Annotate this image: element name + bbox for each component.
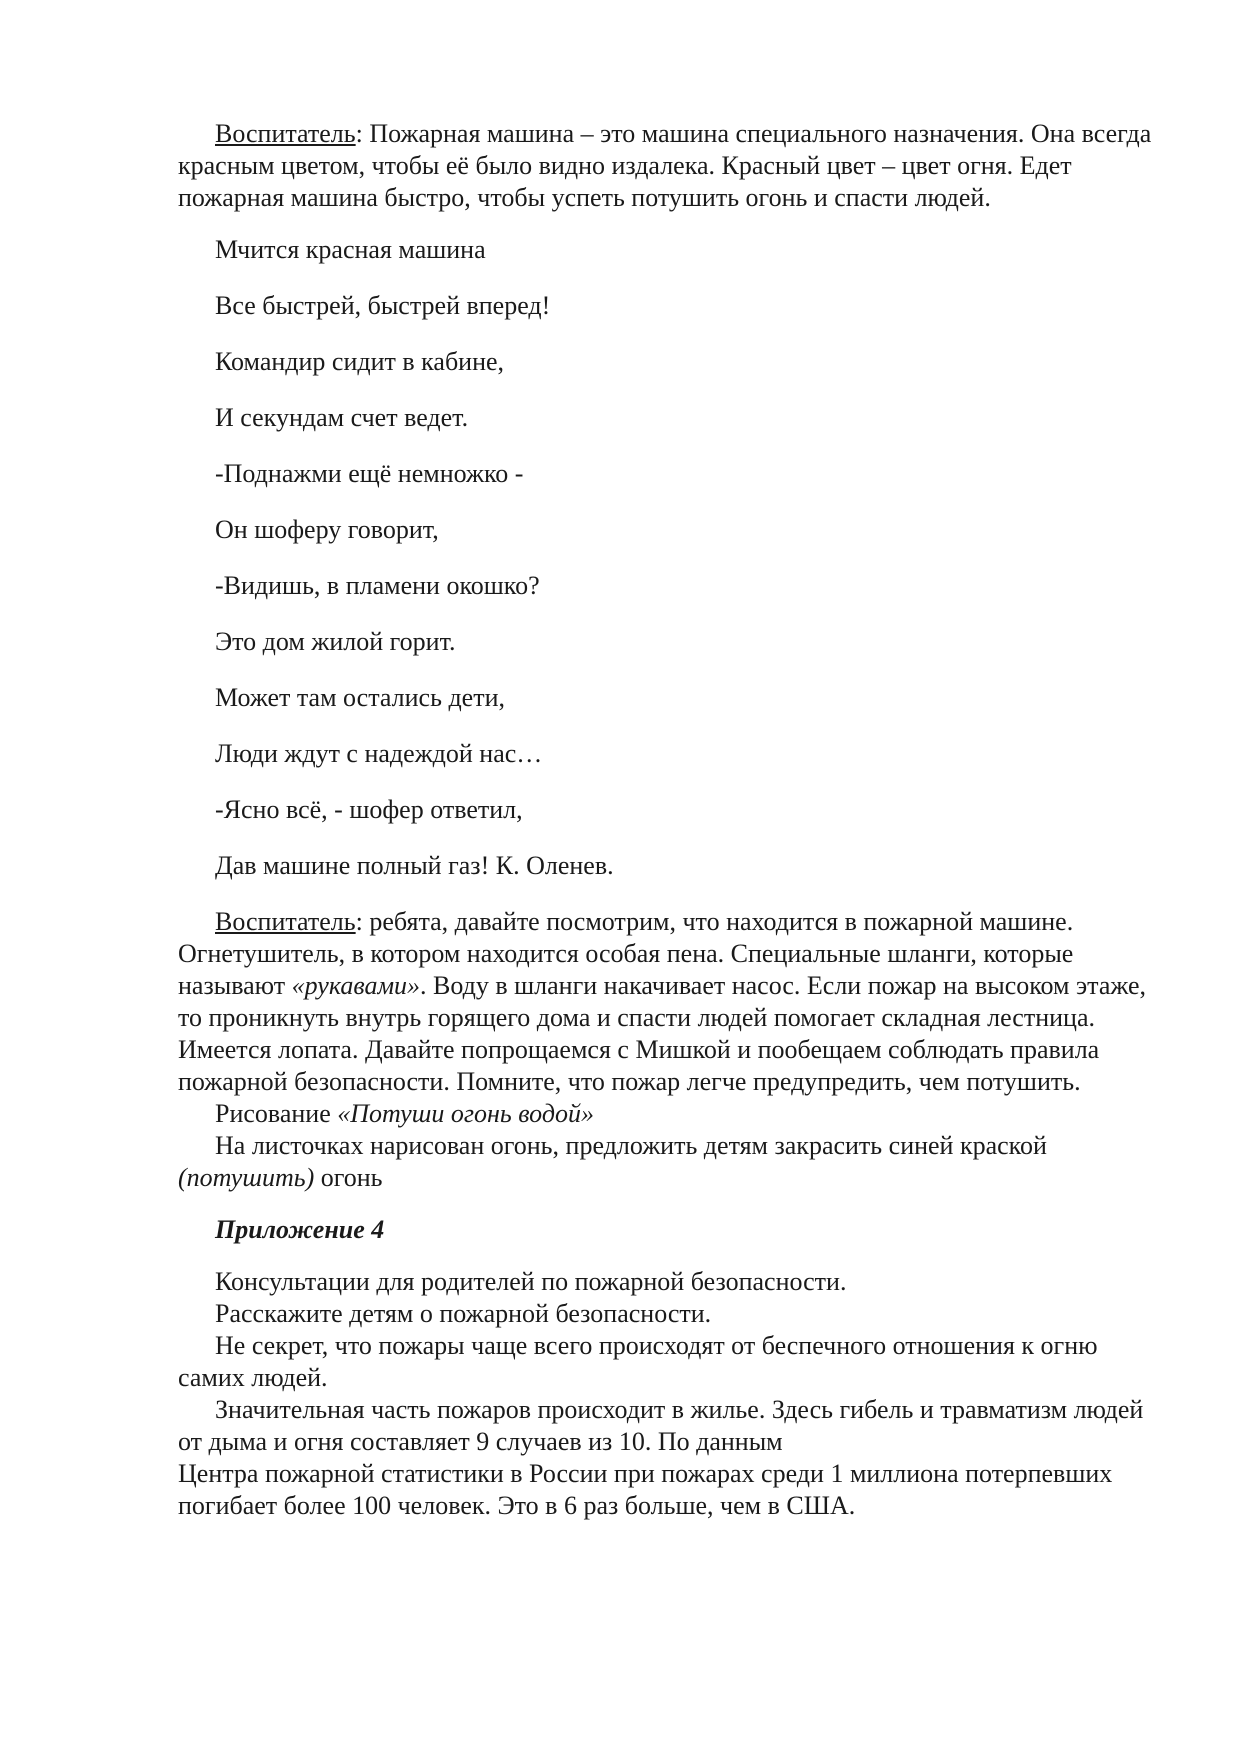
poem-line: Командир сидит в кабине, bbox=[215, 347, 505, 376]
stats-paragraph: Значительная часть пожаров происходит в жилье. Здесь гибель и травматизм людей от дыма и огня составляет 9 случаев из 10. По данным bbox=[178, 1395, 1144, 1456]
poem-line: Он шоферу говорит, bbox=[215, 515, 439, 544]
poem-line: Все быстрей, быстрей вперед! bbox=[215, 291, 551, 320]
explanation-paragraph bbox=[178, 906, 1158, 1098]
explanation-text: . Воду в шланги накачивает насос. Если пожар на высоком этаже, то проникнуть внутрь горящего дома и спасти людей помогает складная лестница. Имеется лопата. Давайте попрощаемся с Мишкой и пообещаем соблюдать правила пожарной безопасности. Помните, что пожар легче предупредить, чем потушить. bbox=[178, 971, 1147, 1096]
intro-text: : Пожарная машина – это машина специального назначения. Она всегда красным цветом, чтобы её было видно издалека. Красный цвет – цвет огня. Едет пожарная машина быстро, чтобы успеть потушить огонь и спасти людей. bbox=[178, 119, 1152, 212]
drawing-title: «Потуши огонь водой» bbox=[337, 1099, 594, 1128]
explanation-text: : ребята, давайте посмотрим, что находится в пожарной машине. Огнетушитель, в котором находится особая пена. Специальные шланги, которые называют bbox=[178, 907, 1074, 1000]
poem-line: Дав машине полный газ! К. Оленев. bbox=[215, 851, 614, 880]
poem-line: Это дом жилой горит. bbox=[215, 627, 456, 656]
poem-line: Люди ждут с надеждой нас… bbox=[215, 739, 543, 768]
task-paragraph bbox=[178, 1130, 1158, 1194]
stats-paragraph-continued: Центра пожарной статистики в России при пожарах среди 1 миллиона потерпевших погибает более 100 человек. Это в 6 раз больше, чем в США. bbox=[178, 1459, 1113, 1520]
drawing-line bbox=[178, 1098, 1158, 1130]
poem-line: Мчится красная машина bbox=[215, 235, 486, 264]
task-text: На листочках нарисован огонь, предложить детям закрасить синей краской bbox=[215, 1131, 1047, 1160]
drawing-label: Рисование bbox=[215, 1099, 338, 1128]
poem-line: Может там остались дети, bbox=[215, 683, 505, 712]
task-text: огонь bbox=[314, 1163, 383, 1192]
poem-line: -Поднажми ещё немножко - bbox=[215, 459, 524, 488]
poem-line: -Ясно всё, - шофер ответил, bbox=[215, 795, 523, 824]
poem-line: И секундам счет ведет. bbox=[215, 403, 469, 432]
poem-line: -Видишь, в пламени окошко? bbox=[215, 571, 540, 600]
appendix-heading: Приложение 4 bbox=[215, 1215, 385, 1244]
speaker-label: Воспитатель bbox=[215, 119, 356, 148]
consult-line: Консультации для родителей по пожарной безопасности. bbox=[215, 1267, 847, 1296]
consult-line: Расскажите детям о пожарной безопасности. bbox=[215, 1299, 712, 1328]
task-italic: (потушить) bbox=[178, 1163, 315, 1192]
speaker-label: Воспитатель bbox=[215, 907, 356, 936]
intro-paragraph bbox=[178, 118, 1158, 214]
document-page bbox=[178, 118, 1158, 1522]
explanation-italic: «рукавами» bbox=[291, 971, 421, 1000]
consult-line: Не секрет, что пожары чаще всего происходят от беспечного отношения к огню самих людей. bbox=[178, 1331, 1098, 1392]
poem bbox=[178, 234, 1158, 882]
